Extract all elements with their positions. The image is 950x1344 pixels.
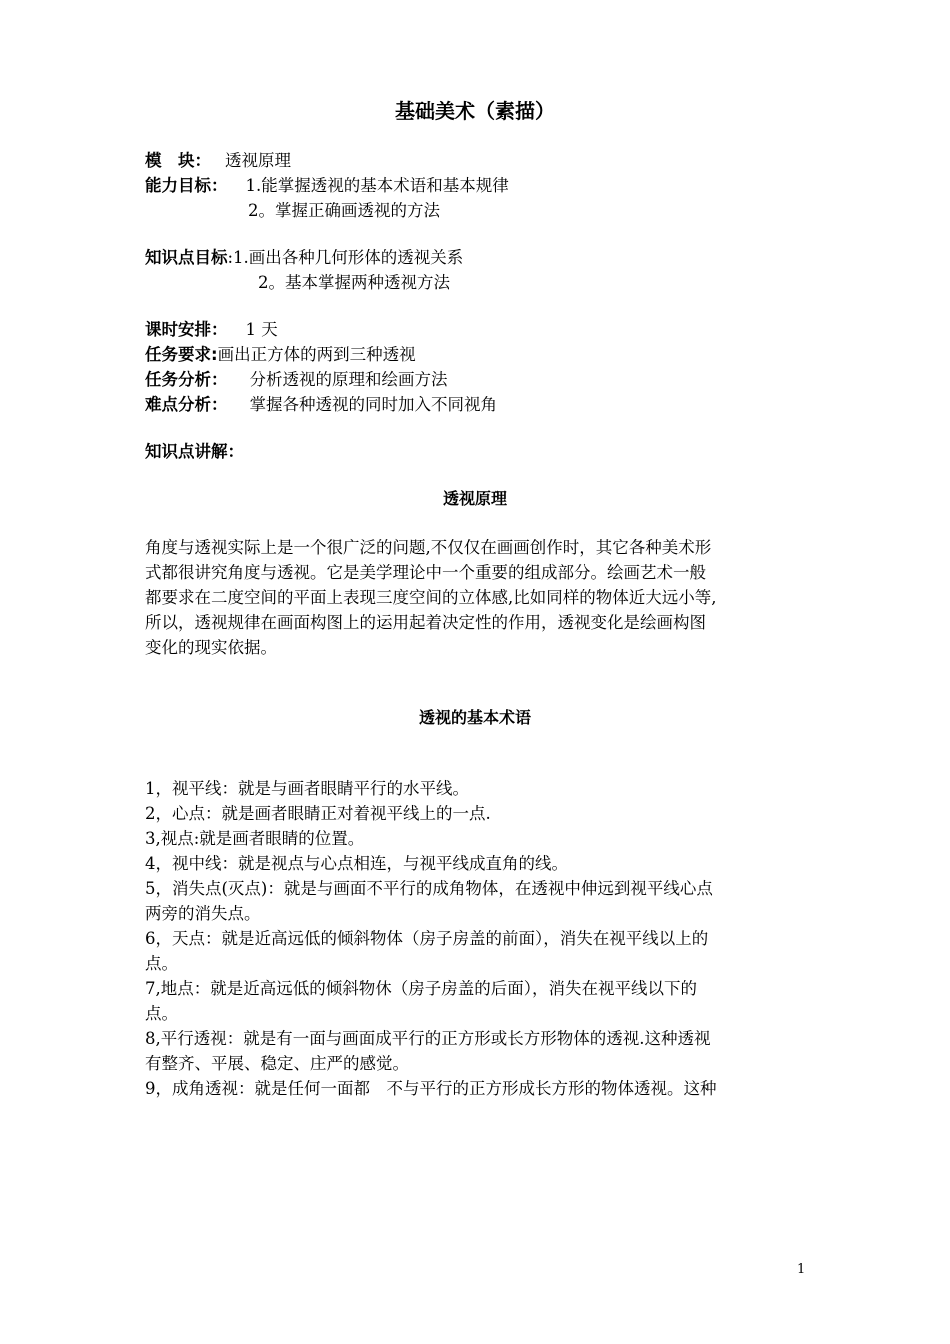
analysis-line <box>145 368 448 392</box>
term-line: 两旁的消失点。 <box>145 904 261 923</box>
ability-line1: 1.能掌握透视的基本术语和基本规律 <box>245 176 509 195</box>
task-line <box>145 343 416 367</box>
difficulty-line <box>145 393 497 417</box>
difficulty-value: 掌握各种透视的同时加入不同视角 <box>249 395 497 414</box>
schedule-value: 1 天 <box>245 320 278 339</box>
analysis-label: 任务分析： <box>145 370 228 389</box>
knowledge-goal-line1: :1.画出各种几何形体的透视关系 <box>227 248 464 267</box>
module-label: 模 块： <box>145 151 211 170</box>
paragraph-line: 都要求在二度空间的平面上表现三度空间的立体感,比如同样的物体近大远小等, <box>145 588 717 607</box>
module-value: 透视原理 <box>225 151 291 170</box>
term-line: 点。 <box>145 1004 178 1023</box>
term-line: 4，视中线：就是视点与心点相连，与视平线成直角的线。 <box>145 854 568 873</box>
term-line: 3,视点:就是画者眼睛的位置。 <box>145 829 365 848</box>
difficulty-label: 难点分析： <box>145 395 228 414</box>
term-line: 7,地点：就是近高远低的倾斜物休（房子房盖的后面），消失在视平线以下的 <box>145 979 697 998</box>
ability-label: 能力目标： <box>145 176 228 195</box>
schedule-label: 课时安排： <box>145 320 228 339</box>
ability-line <box>145 174 509 198</box>
term-line: 1，视平线：就是与画者眼睛平行的水平线。 <box>145 779 469 798</box>
section1-paragraph <box>145 535 817 660</box>
knowledge-explain-label: 知识点讲解： <box>145 442 244 461</box>
term-line: 6，天点：就是近高远低的倾斜物体（房子房盖的前面），消失在视平线以上的 <box>145 929 709 948</box>
paragraph-line: 角度与透视实际上是一个很广泛的问题,不仅仅在画画创作时，其它各种美术形 <box>145 538 712 557</box>
paragraph-line: 变化的现实依据。 <box>145 638 277 657</box>
analysis-value: 分析透视的原理和绘画方法 <box>249 370 448 389</box>
ability-line2: 2。掌握正确画透视的方法 <box>248 201 440 220</box>
term-line: 点。 <box>145 954 178 973</box>
task-value: 画出正方体的两到三种透视 <box>217 345 416 364</box>
knowledge-goal-line <box>145 246 463 270</box>
page-number: 1 <box>797 1262 806 1277</box>
knowledge-goal-line2: 2。基本掌握两种透视方法 <box>258 273 450 292</box>
term-line: 9，成角透视：就是任何一面都 不与平行的正方形成长方形的物体透视。这种 <box>145 1079 717 1098</box>
terms-list <box>145 776 817 1101</box>
section-title-perspective-principle: 透视原理 <box>442 489 507 508</box>
knowledge-goal-label: 知识点目标 <box>145 248 228 267</box>
term-line: 8,平行透视：就是有一面与画面成平行的正方形或长方形物体的透视.这种透视 <box>145 1029 711 1048</box>
term-line: 5，消失点(灭点)：就是与画面不平行的成角物体，在透视中伸远到视平线心点 <box>145 879 713 898</box>
task-label: 任务要求: <box>145 345 218 364</box>
schedule-line <box>145 318 278 342</box>
paragraph-line: 所以，透视规律在画面构图上的运用起着决定性的作用，透视变化是绘画构图 <box>145 613 706 632</box>
term-line: 2，心点：就是画者眼睛正对着视平线上的一点. <box>145 804 491 823</box>
section-title-basic-terms: 透视的基本术语 <box>418 708 531 727</box>
document-title: 基础美术（素描） <box>395 99 555 123</box>
module-line <box>145 149 291 173</box>
paragraph-line: 式都很讲究角度与透视。它是美学理论中一个重要的组成部分。绘画艺术一般 <box>145 563 706 582</box>
term-line: 有整齐、平展、稳定、庄严的感觉。 <box>145 1054 409 1073</box>
